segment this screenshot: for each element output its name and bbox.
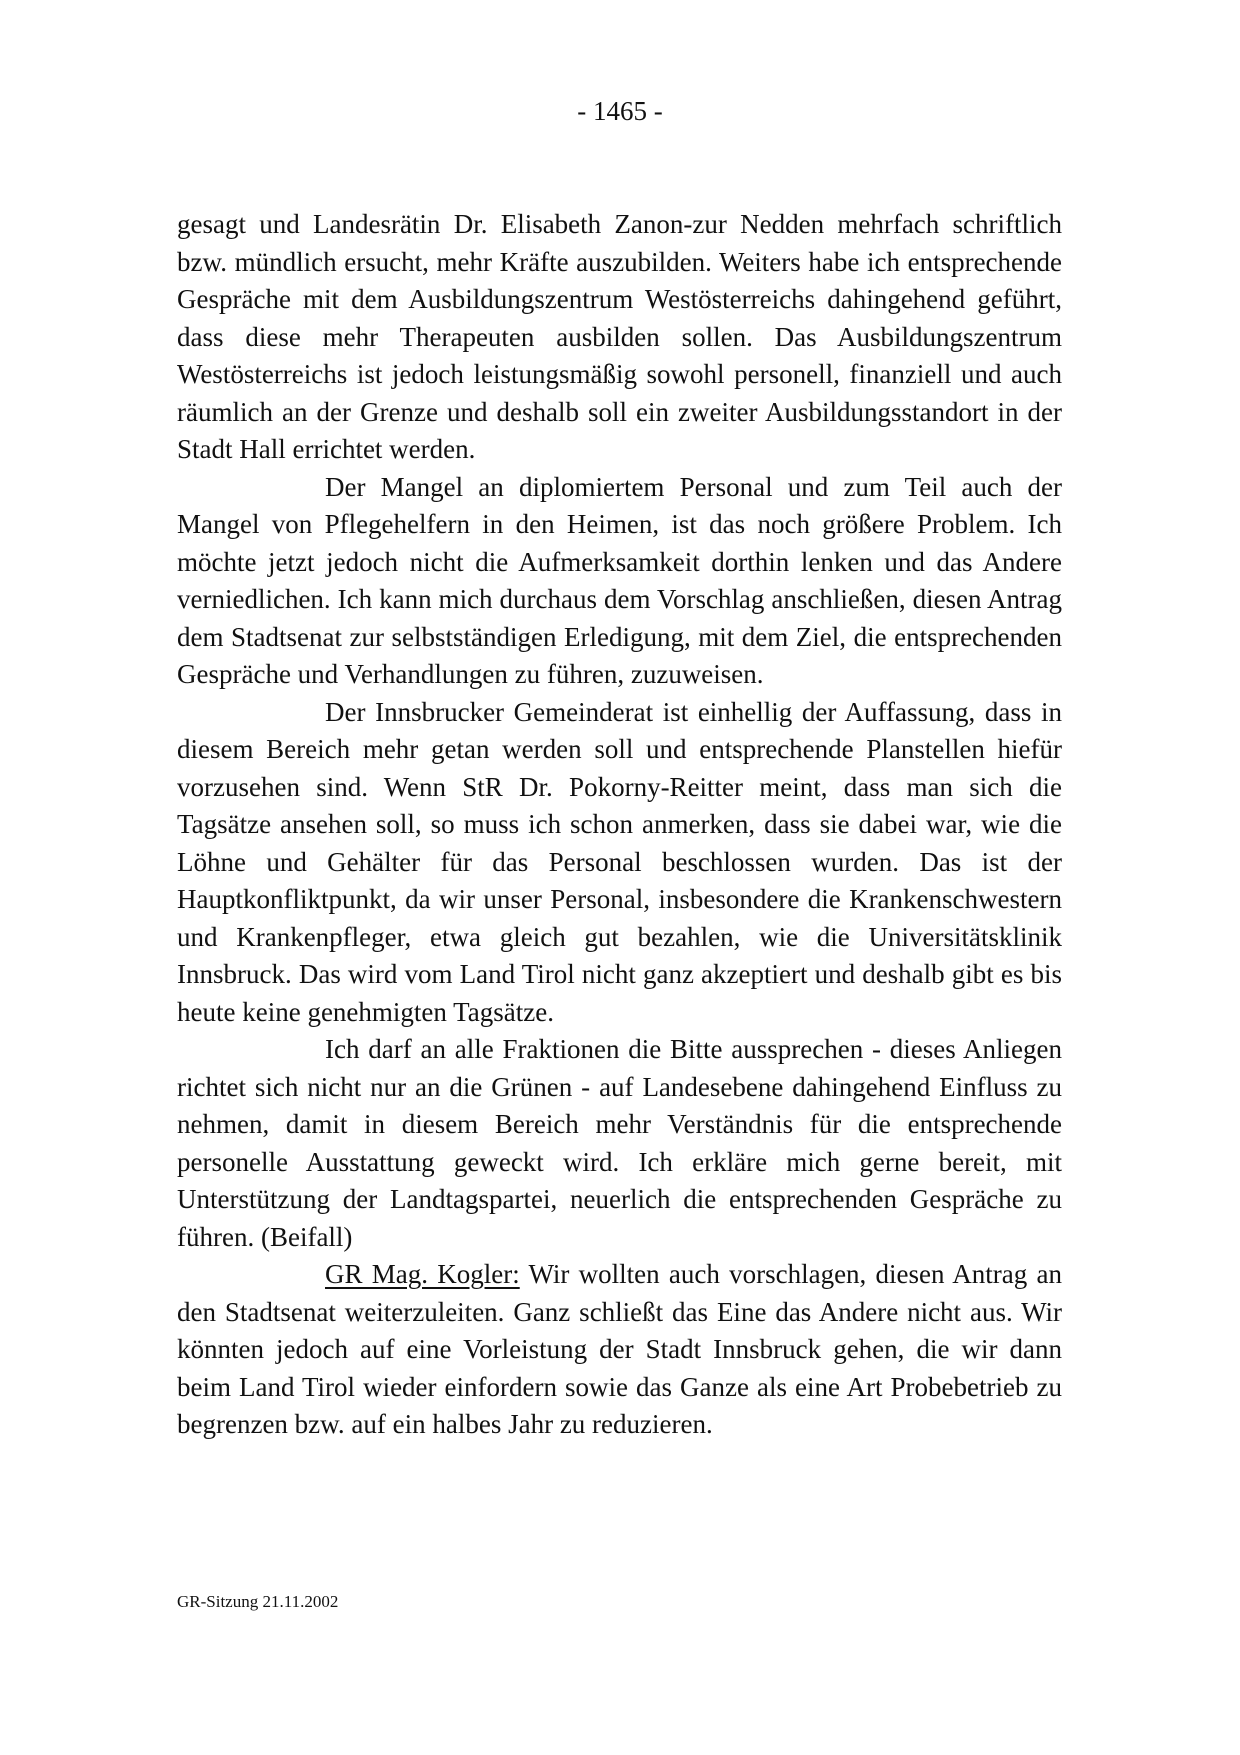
paragraph-2: Der Mangel an diplomiertem Personal und zum Teil auch der Mangel von Pflegehelfern in den Heimen, ist das noch größere Problem. Ich möchte jetzt jedoch nicht die Aufmerksamkeit dorthin lenken und das Andere verniedlichen. Ich kann mich durchaus dem Vorschlag anschließen, diesen Antrag dem Stadtsenat zur selbstständigen Erledigung, mit dem Ziel, die entsprechenden Gespräche und Verhandlungen zu führen, zuzuweisen. [177, 471, 1062, 689]
page-number: - 1465 - [577, 96, 663, 126]
paragraph-5 [177, 1256, 1062, 1444]
paragraph-5-text: Wir wollten auch vorschlagen, diesen Antrag an den Stadtsenat weiterzuleiten. Ganz schließt das Eine das Andere nicht aus. Wir könnten jedoch auf eine Vorleistung der Stadt Innsbruck gehen, die wir dann beim Land Tirol wieder einfordern sowie das Ganze als eine Art Probebetrieb zu begrenzen bzw. auf ein halbes Jahr zu reduzieren. [177, 1259, 1062, 1439]
paragraph-3: Der Innsbrucker Gemeinderat ist einhellig der Auffassung, dass in diesem Bereich mehr getan werden soll und entsprechende Planstellen hiefür vorzusehen sind. Wenn StR Dr. Pokorny-Reitter meint, dass man sich die Tagsätze ansehen soll, so muss ich schon anmerken, dass sie dabei war, wie die Löhne und Gehälter für das Personal beschlossen wurden. Das ist der Hauptkonfliktpunkt, da wir unser Personal, insbesondere die Krankenschwestern und Krankenpfleger, etwa gleich gut bezahlen, wie die Universitätsklinik Innsbruck. Das wird vom Land Tirol nicht ganz akzeptiert und deshalb gibt es bis heute keine genehmigten Tagsätze. [177, 696, 1062, 1027]
speaker-name: GR Mag. Kogler: [325, 1259, 520, 1289]
paragraph-4: Ich darf an alle Fraktionen die Bitte aussprechen - dieses Anliegen richtet sich nicht nur an die Grünen - auf Landesebene dahingehend Einfluss zu nehmen, damit in diesem Bereich mehr Verständnis für die entsprechende personelle Ausstattung geweckt wird. Ich erkläre mich gerne bereit, mit Unterstützung der Landtagspartei, neuerlich die entsprechenden Gespräche zu führen. (Beifall) [177, 1034, 1062, 1252]
paragraph-1: gesagt und Landesrätin Dr. Elisabeth Zanon-zur Nedden mehrfach schriftlich bzw. mündlich ersucht, mehr Kräfte auszubilden. Weiters habe ich entsprechende Gespräche mit dem Ausbildungszentrum Westösterreichs dahingehend geführt, dass diese mehr Therapeuten ausbilden sollen. Das Ausbildungszentrum Westösterreichs ist jedoch leistungsmäßig sowohl personell, finanziell und auch räumlich an der Grenze und deshalb soll ein zweiter Ausbildungsstandort in der Stadt Hall errichtet werden. [177, 209, 1062, 464]
footer-session-date: GR-Sitzung 21.11.2002 [177, 1592, 339, 1611]
document-body [177, 206, 1062, 1444]
